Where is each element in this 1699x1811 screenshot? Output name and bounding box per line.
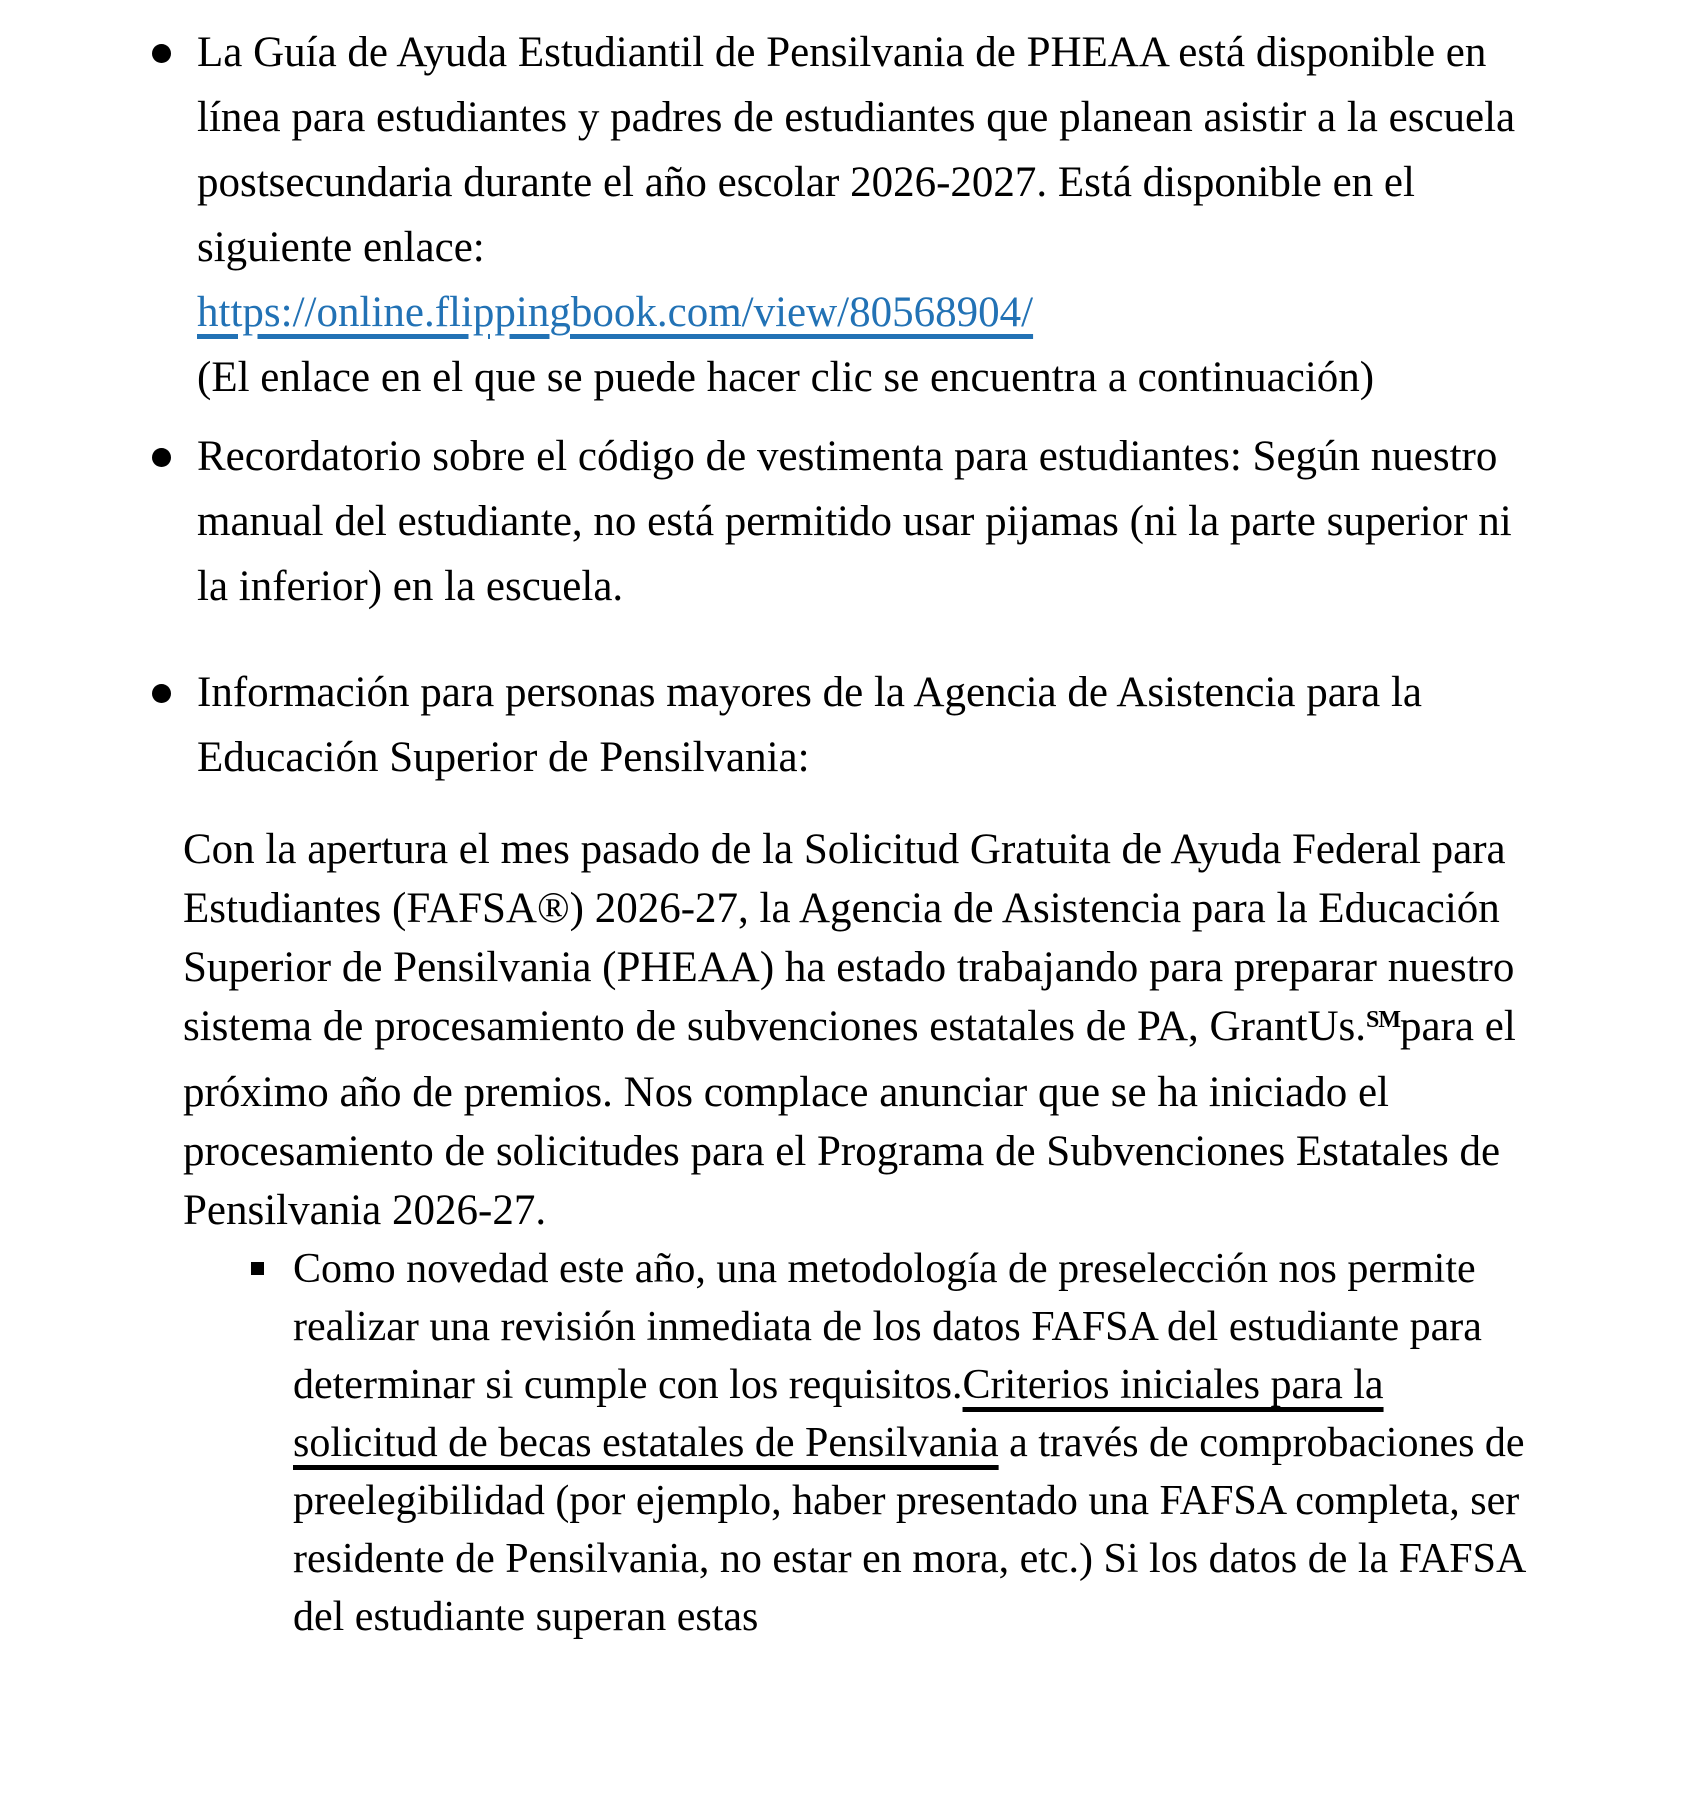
service-mark-superscript: SM (1366, 1006, 1401, 1033)
underlined-phrase: Criterios iniciales para la solicitud de becas estatales de Pensilvania (293, 1362, 1384, 1466)
bullet-text: Información para personas mayores de la Agencia de Asistencia para la Educación Superior de Pensilvania: (197, 669, 1422, 781)
bullet-item-pheaa-senior-info (197, 660, 1542, 790)
paragraph-fafsa-grantus (183, 820, 1543, 1240)
bullet-text: La Guía de Ayuda Estudiantil de Pensilvania de PHEAA está disponible en línea para estudiantes y padres de estudiantes que planean asistir a la escuela postsecundaria durante el año escolar 2026-2027. Está disponible en el siguiente enlace: (197, 29, 1516, 271)
sub-bullet-text: a través de comprobaciones de preelegibilidad (por ejemplo, haber presentado una FAFSA completa, ser residente de Pensilvania, no estar en mora, etc.) Si los datos de la FAFSA del estudiante superan estas (293, 1420, 1525, 1640)
sub-bullet-text: Como novedad este año, una metodología de preselección nos permite realizar una revisión inmediata de los datos FAFSA del estudiante para determinar si cumple con los requisitos. (293, 1246, 1482, 1408)
sub-bullet-list (0, 1240, 1699, 1646)
bullet-item-pheaa-guide (197, 20, 1542, 410)
flippingbook-link[interactable]: https://online.flippingbook.com/view/80568904/ (197, 289, 1034, 336)
bullet-text: Recordatorio sobre el código de vestimenta para estudiantes: Según nuestro manual del estudiante, no está permitido usar pijamas (ni la parte superior ni la inferior) en la escuela. (197, 433, 1512, 610)
link-note: (El enlace en el que se puede hacer clic se encuentra a continuación) (197, 354, 1375, 401)
sub-bullet-preselection (293, 1240, 1528, 1646)
bullet-item-dress-code (197, 424, 1542, 619)
bullet-list (0, 20, 1699, 790)
paragraph-text: Con la apertura el mes pasado de la Solicitud Gratuita de Ayuda Federal para Estudiantes (FAFSA®) 2026-27, la Agencia de Asistencia para la Educación Superior de Pensilvania (PHEAA) ha estado trabajando para preparar nuestro sistema de procesamiento de subvenciones estatales de PA, GrantUs. (183, 826, 1515, 1050)
paragraph-text: para el próximo año de premios. Nos complace anunciar que se ha iniciado el procesamiento de solicitudes para el Programa de Subvenciones Estatales de Pensilvania 2026-27. (183, 1003, 1516, 1234)
